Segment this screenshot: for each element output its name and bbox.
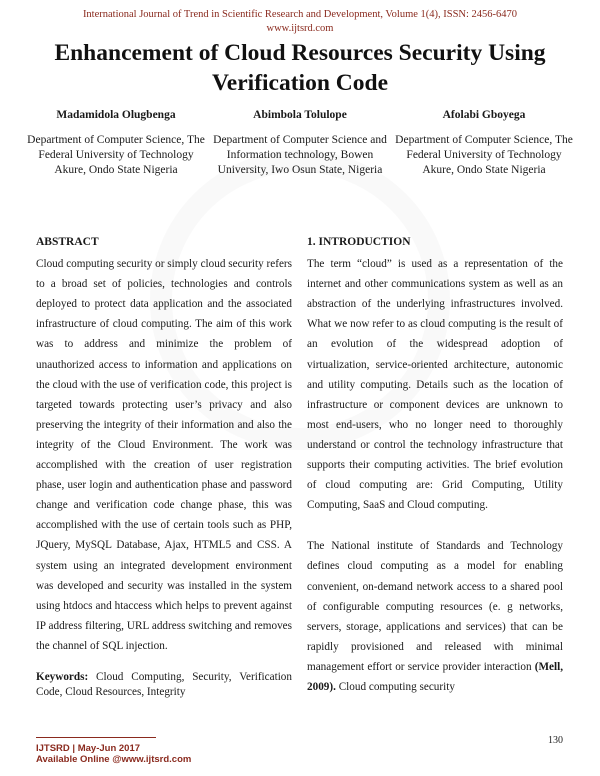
author-affiliation: Department of Computer Science and Information technology, Bowen University, Iwo Osun State, Nigeria (213, 134, 387, 176)
keywords (36, 670, 292, 700)
paragraph-2-tail: Cloud computing security (338, 680, 455, 693)
author-name: Abimbola Tolulope (253, 109, 347, 121)
footer-url[interactable]: Available Online @www.ijtsrd.com (36, 754, 192, 765)
journal-header (0, 8, 600, 36)
paragraph-2-text: The National institute of Standards and Technology defines cloud computing as a model for enabling convenient, on-demand network access to a shared pool of configurable computing resources (e. g networks, servers, storage, applications and services) that can be rapidly provisioned and released with minimal management effort or service provider interaction (307, 540, 563, 673)
author-2 (210, 108, 390, 178)
footer-issue: IJTSRD | May-Jun 2017 (36, 743, 141, 754)
abstract-text: Cloud computing security or simply cloud security refers to a broad set of policies, technologies and controls deployed to protect data application and the associated infrastructure of cloud computing. The aim of this work was to address and minimize the problem of unauthorized access to information and applications on the cloud with the use of verification code, this project is targeted towards protecting user’s privacy and also preserving the integrity of their information and also the integrity of the Cloud Environment. The work was accomplished with the creation of user registration phase, user login and authentication phase and password change and verification code change phase, this was accomplished with the use of certain tools such as PHP, JQuery, MySQL Database, Ajax, HTML5 and CSS. A system using an integrated development environment was developed and security was installed in the system using htdocs and htaccess which helps to prevent against IP address filtering, URL address switching and removes the channel of SQL injection. (36, 258, 292, 652)
author-name: Madamidola Olugbenga (56, 109, 176, 121)
citation: (Mell, 2009). (307, 660, 564, 693)
introduction-paragraph-1: The term “cloud” is used as a representation of the internet and other communications system as well as an abstraction of the underlying infrastructures involved. What we now refer to as cloud computing is the result of an evolution of the widespread adoption of virtualization, service-oriented architecture, autonomic and utility computing. Details such as the location of infrastructure or component devices are unknown to most end-users, who no longer need to thoroughly understand or control the technology infrastructure that supports their computing activities. The brief evolution of cloud computing are: Grid Computing, Utility Computing, SaaS and Cloud computing. (307, 258, 563, 512)
footer-divider (36, 737, 156, 738)
introduction-column (307, 232, 563, 697)
keywords-list: Cloud Computing, Security, Verification Code, Cloud Resources, Integrity (36, 670, 292, 698)
introduction-heading: 1. INTRODUCTION (307, 236, 411, 248)
footer (36, 743, 191, 765)
abstract-heading: ABSTRACT (36, 236, 99, 248)
paper-title: Enhancement of Cloud Resources Security Using Verification Code (54, 40, 546, 96)
keywords-label: Keywords: (36, 670, 89, 683)
author-affiliation: Department of Computer Science, The Federal University of Technology Akure, Ondo State Nigeria (395, 134, 573, 176)
abstract-column (36, 232, 292, 700)
author-1 (26, 108, 206, 178)
page-number: 130 (548, 735, 563, 746)
journal-name: International Journal of Trend in Scientific Research and Development, Volume 1(4), ISSN: 2456-6470 (82, 9, 518, 20)
author-name: Afolabi Gboyega (442, 109, 526, 121)
author-affiliation: Department of Computer Science, The Federal University of Technology Akure, Ondo State Nigeria (27, 134, 205, 176)
introduction-paragraph-2 (307, 536, 563, 697)
journal-url[interactable]: www.ijtsrd.com (266, 23, 334, 34)
author-3 (394, 108, 574, 178)
